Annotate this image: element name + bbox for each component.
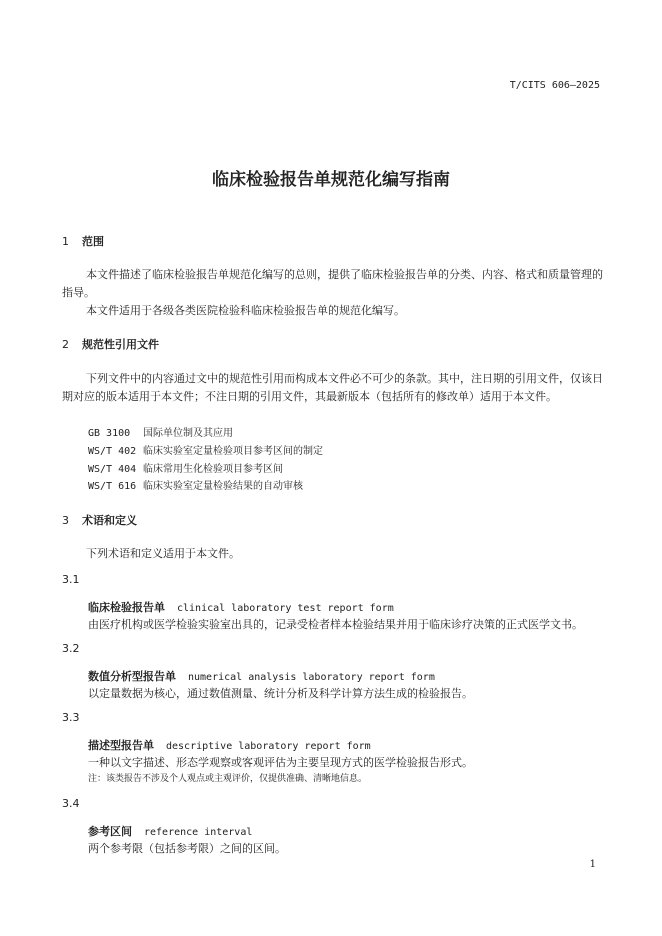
section-title: 规范性引用文件 <box>82 338 159 351</box>
reference-title: 临床常用生化检验项目参考区间 <box>143 464 283 475</box>
reference-item <box>88 442 323 457</box>
reference-item <box>88 424 233 439</box>
reference-title: 临床实验室定量检验结果的自动审核 <box>143 481 303 492</box>
term-english: reference interval <box>144 827 253 838</box>
term-definition: 由医疗机构或医学检验实验室出具的，记录受检者样本检验结果并用于临床诊疗决策的正式医学文书。 <box>88 618 583 631</box>
term-english: descriptive laboratory report form <box>166 741 371 752</box>
page-number: 1 <box>589 859 596 870</box>
term-heading <box>88 668 435 684</box>
term-definition: 以定量数据为核心，通过数值测量、统计分析及科学计算方法生成的检验报告。 <box>88 687 473 700</box>
term-number: 3.2 <box>62 642 80 655</box>
page-title: 临床检验报告单规范化编写指南 <box>212 170 450 190</box>
section-3-heading <box>62 512 137 528</box>
section-title: 范围 <box>82 235 104 248</box>
term-heading <box>88 823 252 839</box>
term-heading <box>88 737 371 753</box>
term-chinese: 数值分析型报告单 <box>88 670 176 683</box>
term-chinese: 参考区间 <box>88 825 132 838</box>
reference-code: WS/T 404 <box>88 464 137 475</box>
term-chinese: 临床检验报告单 <box>88 601 165 614</box>
term-number: 3.3 <box>62 711 80 724</box>
term-note: 注：该类报告不涉及个人观点或主观评价，仅提供准确、清晰地信息。 <box>88 774 368 784</box>
scope-paragraph-2: 本文件适用于各级各类医院检验科临床检验报告单的规范化编写。 <box>86 304 405 317</box>
term-definition: 两个参考限（包括参考限）之间的区间。 <box>88 842 286 855</box>
term-english: clinical laboratory test report form <box>177 603 394 614</box>
section-1-heading <box>62 233 104 249</box>
terms-intro: 下列术语和定义适用于本文件。 <box>86 547 240 560</box>
reference-item <box>88 460 283 475</box>
reference-title: 国际单位制及其应用 <box>143 428 233 439</box>
reference-code: WS/T 402 <box>88 446 137 457</box>
section-number: 3 <box>62 514 69 527</box>
reference-code: WS/T 616 <box>88 481 137 492</box>
normative-references-paragraph: 下列文件中的内容通过文中的规范性引用而构成本文件必不可少的条款。其中，注日期的引用文件，仅该日期对应的版本适用于本文件；不注日期的引用文件，其最新版本（包括所有的修改单）适用于本文件。 <box>62 372 603 403</box>
section-number: 1 <box>62 235 69 248</box>
term-number: 3.1 <box>62 573 80 586</box>
reference-item <box>88 477 303 492</box>
term-number: 3.4 <box>62 797 80 810</box>
term-heading <box>88 599 394 615</box>
reference-title: 临床实验室定量检验项目参考区间的制定 <box>143 446 323 457</box>
section-title: 术语和定义 <box>82 514 137 527</box>
term-chinese: 描述型报告单 <box>88 739 154 752</box>
reference-code: GB 3100 <box>88 428 131 439</box>
document-id: T/CITS 606—2025 <box>509 80 600 91</box>
term-english: numerical analysis laboratory report form <box>188 672 435 683</box>
section-number: 2 <box>62 338 69 351</box>
section-2-heading <box>62 336 159 352</box>
term-definition: 一种以文字描述、形态学观察或客观评估为主要呈现方式的医学检验报告形式。 <box>88 756 473 769</box>
scope-paragraph-1: 本文件描述了临床检验报告单规范化编写的总则，提供了临床检验报告单的分类、内容、格式和质量管理的指导。 <box>62 268 603 299</box>
